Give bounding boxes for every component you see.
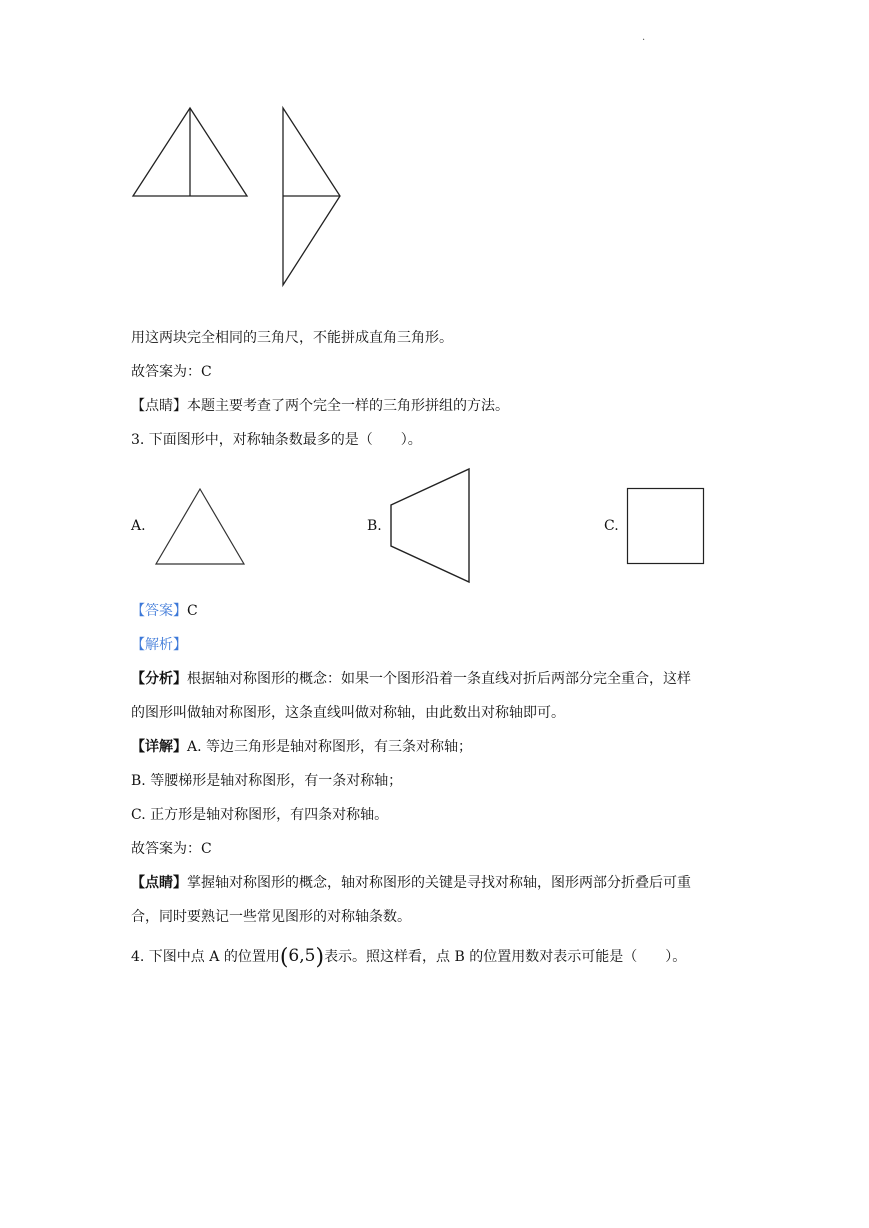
question4-stem-after: 表示。照这样看，点 B 的位置用数对表示可能是（ ）。 xyxy=(324,949,687,965)
coord-close-paren: ) xyxy=(315,945,325,970)
xiangjie-a-text: A. 等边三角形是轴对称图形，有三条对称轴； xyxy=(187,739,473,755)
option-c-label: C. xyxy=(604,518,619,534)
answer-row xyxy=(131,601,198,621)
fenxi-text-1: 根据轴对称图形的概念：如果一个图形沿着一条直线对折后两部分完全重合，这样 xyxy=(187,671,691,687)
xiangjie-tag: 【详解】 xyxy=(131,739,187,755)
question3-comment-line-1 xyxy=(131,873,691,893)
option-b-label: B. xyxy=(367,518,382,534)
coord-value: 6,5 xyxy=(288,946,316,966)
page-dot-mark: . xyxy=(642,32,646,43)
answer-value: C xyxy=(187,603,198,619)
question3-comment-line-2: 合，同时要熟记一些常见图形的对称轴条数。 xyxy=(131,909,411,925)
square-shape xyxy=(0,0,869,600)
question3-answer-line: 故答案为：C xyxy=(131,841,212,857)
question3-comment-text-1: 掌握轴对称图形的概念，轴对称图形的关键是寻找对称轴，图形两部分折叠后可重 xyxy=(187,875,691,891)
analysis-tag: 【解析】 xyxy=(131,637,187,653)
coord-open-paren: ( xyxy=(279,945,289,970)
answer-line: 故答案为：C xyxy=(131,364,212,380)
fenxi-tag: 【分析】 xyxy=(131,671,187,687)
question4-stem xyxy=(131,946,686,968)
xiangjie-line-a xyxy=(131,737,472,757)
question3-stem: 3. 下面图形中，对称轴条数最多的是（ ）。 xyxy=(131,432,422,448)
question4-stem-before: 4. 下图中点 A 的位置用 xyxy=(131,949,280,965)
comment-tag: 【点睛】 xyxy=(131,398,187,414)
xiangjie-line-b: B. 等腰梯形是轴对称图形，有一条对称轴； xyxy=(131,773,403,789)
comment-text: 本题主要考查了两个完全一样的三角形拼组的方法。 xyxy=(187,398,509,414)
answer-tag: 【答案】 xyxy=(131,603,187,619)
conclusion-text: 用这两块完全相同的三角尺，不能拼成直角三角形。 xyxy=(131,330,453,346)
question3-comment-tag: 【点睛】 xyxy=(131,875,187,891)
fenxi-line-1 xyxy=(131,669,691,689)
option-a-label: A. xyxy=(131,518,146,534)
fenxi-line-2: 的图形叫做轴对称图形，这条直线叫做对称轴，由此数出对称轴即可。 xyxy=(131,705,565,721)
xiangjie-line-c: C. 正方形是轴对称图形，有四条对称轴。 xyxy=(131,807,389,823)
